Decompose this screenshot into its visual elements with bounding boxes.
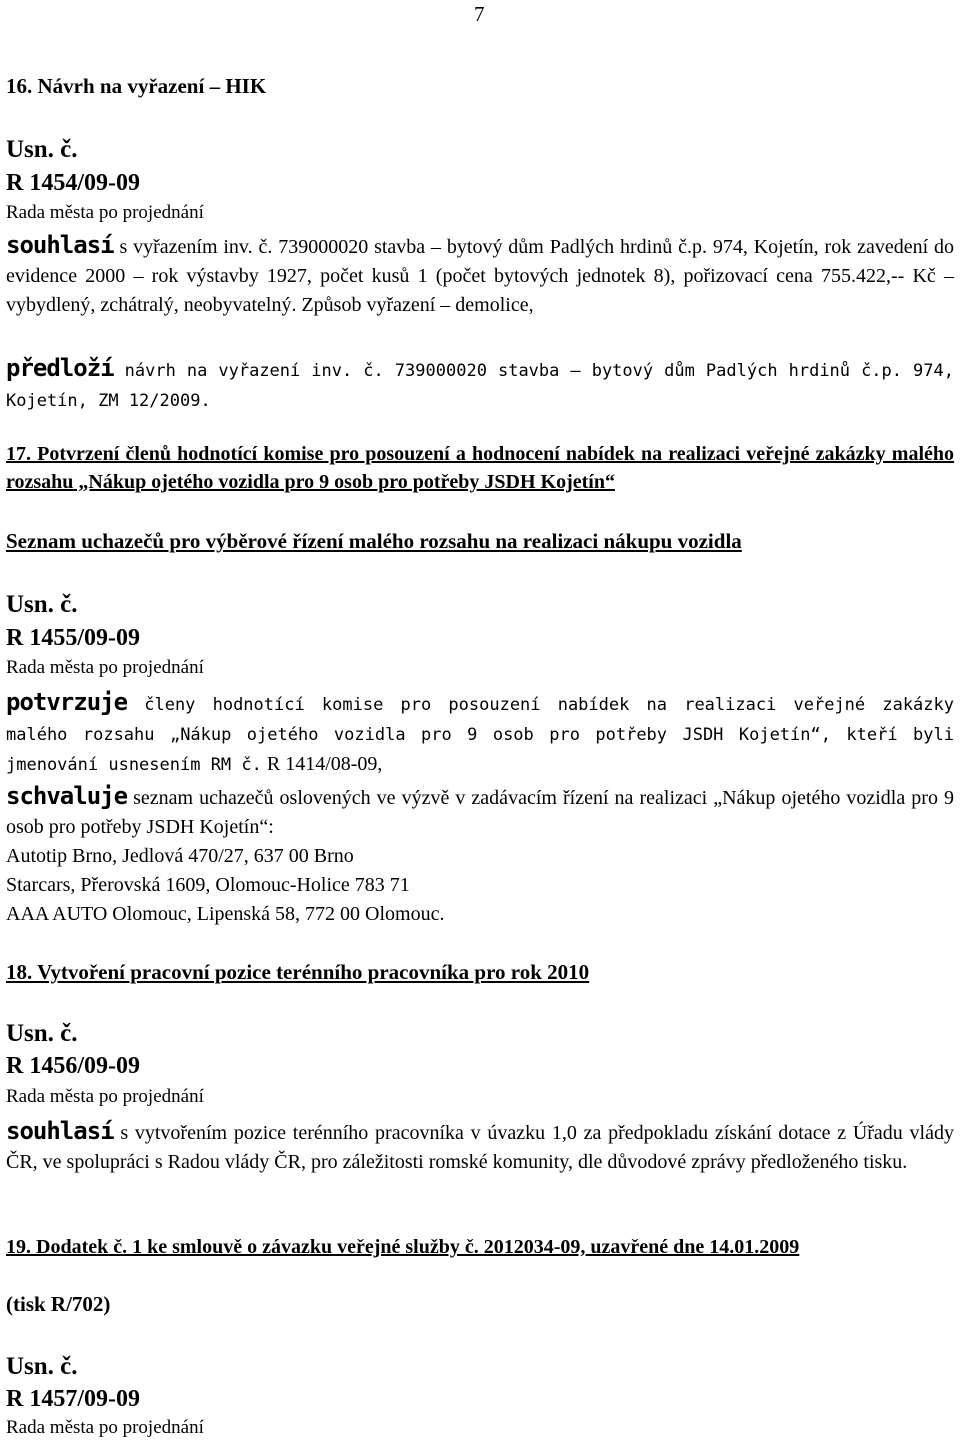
section-16-council-line: Rada města po projednání	[6, 202, 204, 223]
verb-predlozi: předloží	[6, 354, 114, 382]
section-17-council-line: Rada města po projednání	[6, 657, 204, 678]
section-19-heading: 19. Dodatek č. 1 ke smlouvě o závazku veřejné služby č. 2012034-09, uzavřené dne 14.01.2009	[6, 1236, 800, 1258]
verb-potvrzuje: potvrzuje	[6, 688, 128, 716]
section-18-usn: Usn. č.	[6, 1020, 78, 1047]
section-17-confirm-text: členy hodnotící komise pro posouzení nabídek na realizaci veřejné zakázky malého rozsahu „Nákup ojetého vozidla pro 9 osob pro potřeby JSDH Kojetín“, kteří byli jmenování usnesením RM č.	[6, 695, 954, 775]
verb-souhlasi: souhlasí	[6, 231, 114, 259]
verb-souhlasi: souhlasí	[6, 1117, 114, 1145]
section-16-consent-text: s vyřazením inv. č. 739000020 stavba – bytový dům Padlých hrdinů č.p. 974, Kojetín, rok zavedení do evidence 2000 – rok výstavby 1927, počet kusů 1 (počet bytových jednotek 8), pořizovací cena 755.422,-- Kč – vybydlený, zchátralý, neobyvatelný. Způsob vyřazení – demolice,	[6, 236, 954, 316]
section-17-subheading: Seznam uchazečů pro výběrové řízení malého rozsahu na realizaci nákupu vozidla	[6, 529, 742, 553]
section-19-usn: Usn. č.	[6, 1353, 78, 1380]
section-16-resolution-number: R 1454/09-09	[6, 170, 140, 196]
section-19-council-line: Rada města po projednání	[6, 1417, 204, 1438]
section-17-resolution-number: R 1455/09-09	[6, 625, 140, 651]
section-17-confirm-paragraph	[6, 688, 954, 780]
section-18-heading: 18. Vytvoření pracovní pozice terénního pracovníka pro rok 2010	[6, 960, 590, 984]
section-16-submit-paragraph	[6, 354, 954, 416]
section-17-confirm-text-ref: R 1414/08-09,	[261, 753, 383, 775]
section-19-resolution-number: R 1457/09-09	[6, 1386, 140, 1412]
verb-schvaluje: schvaluje	[6, 782, 128, 810]
section-17-approve-paragraph	[6, 782, 954, 842]
page-number: 7	[474, 2, 485, 26]
section-16-submit-text: návrh na vyřazení inv. č. 739000020 stavba – bytový dům Padlých hrdinů č.p. 974, Kojetín, ZM 12/2009.	[6, 361, 954, 411]
section-19-print-ref: (tisk R/702)	[6, 1292, 111, 1316]
section-16-heading: 16. Návrh na vyřazení – HIK	[6, 74, 267, 98]
section-18-resolution-number: R 1456/09-09	[6, 1053, 140, 1079]
section-16-usn: Usn. č.	[6, 136, 78, 163]
section-17-usn: Usn. č.	[6, 591, 78, 618]
section-17-approve-text: seznam uchazečů oslovených ve výzvě v zadávacím řízení na realizaci „Nákup ojetého vozidla pro 9 osob pro potřeby JSDH Kojetín“:	[6, 787, 954, 838]
section-18-consent-text: s vytvořením pozice terénního pracovníka v úvazku 1,0 za předpokladu získání dotace z Úřadu vlády ČR, ve spolupráci s Radou vlády ČR, pro záležitosti romské komunity, dle důvodové zprávy předloženého tisku.	[6, 1122, 954, 1173]
applicant-item: AAA AUTO Olomouc, Lipenská 58, 772 00 Olomouc.	[6, 903, 445, 925]
section-18-consent-paragraph	[6, 1117, 954, 1177]
section-18-council-line: Rada města po projednání	[6, 1086, 204, 1107]
section-17-heading: 17. Potvrzení členů hodnotící komise pro posouzení a hodnocení nabídek na realizaci veřejné zakázky malého rozsahu „Nákup ojetého vozidla pro 9 osob pro potřeby JSDH Kojetín“	[6, 443, 954, 493]
applicant-item: Starcars, Přerovská 1609, Olomouc-Holice 783 71	[6, 874, 410, 896]
applicant-item: Autotip Brno, Jedlová 470/27, 637 00 Brno	[6, 845, 354, 867]
section-16-consent-paragraph	[6, 231, 954, 320]
